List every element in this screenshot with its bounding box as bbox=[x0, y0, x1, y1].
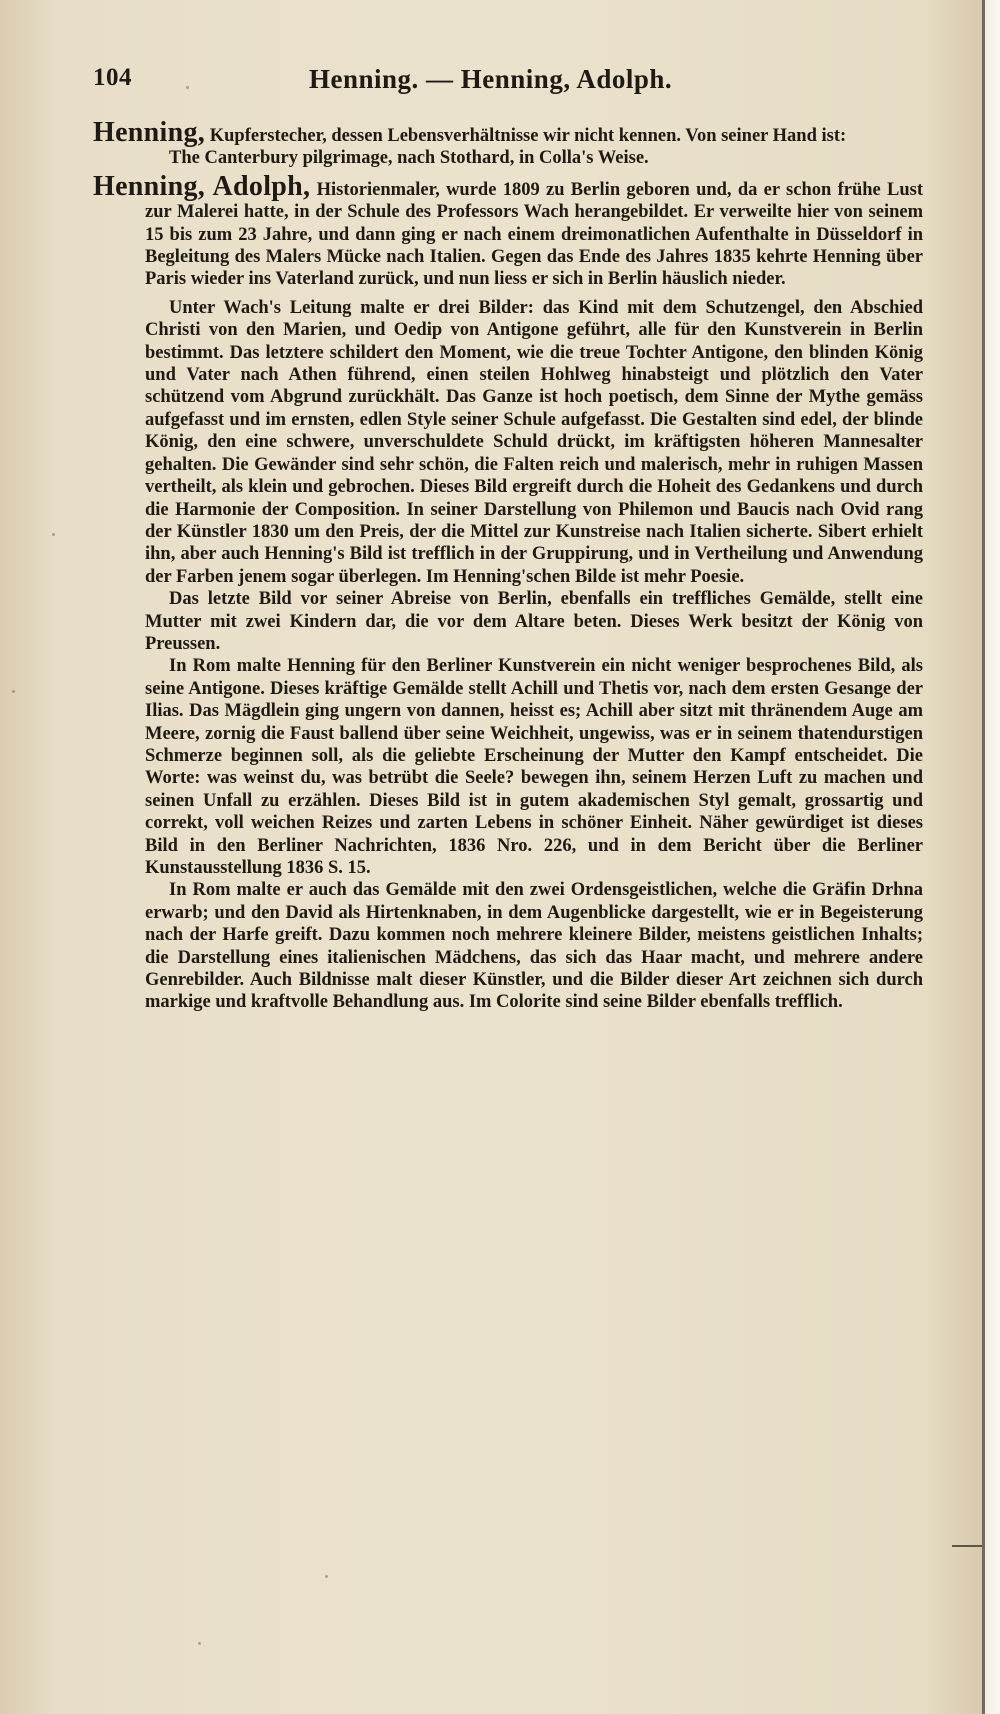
paper-speck bbox=[325, 1575, 328, 1578]
paragraph: Das letzte Bild vor seiner Abreise von Berlin, ebenfalls ein treffliches Gemälde, stellt eine Mutter mit zwei Kindern dar, die vor dem Altare beten. Dieses Werk besitzt der König von Preussen. bbox=[145, 589, 923, 654]
paper-speck bbox=[198, 1642, 201, 1645]
entry-henning-adolph bbox=[93, 170, 924, 291]
entry-henning bbox=[93, 117, 923, 170]
paragraph: In Rom malte er auch das Gemälde mit den zwei Ordensgeistlichen, welche die Gräfin Drhna erwarb; und den David als Hirtenknaben, in dem Augenblicke dargestellt, wie er in Begeisterung nach der Harfe greift. Dazu kommen noch mehrere kleinere Bilder, meistens geistlichen Inhalts; die Darstellung eines italienischen Mädchens, das sich das Haar macht, und mehrere andere Genrebilder. Auch Bildnisse malt dieser Künstler, und die Bilder dieser Art zeichnen sich durch markige und kraftvolle Behandlung aus. Im Colorite sind seine Bilder ebenfalls trefflich. bbox=[145, 880, 923, 1013]
page-edge bbox=[985, 0, 1000, 1714]
margin-mark bbox=[952, 1545, 982, 1547]
page-body bbox=[93, 117, 924, 1014]
paper-speck bbox=[12, 690, 15, 693]
header-title: Henning. — Henning, Adolph. bbox=[309, 64, 673, 94]
paper-speck bbox=[52, 533, 55, 536]
paragraph: Unter Wach's Leitung malte er drei Bilder: das Kind mit dem Schutzengel, den Abschied Christi von den Marien, und Oedip von Antigone geführt, alle für den Kunstverein in Berlin bestimmt. Das letztere schildert den Moment, wie die treue Tochter Antigone, den blinden König und Vater nach Athen führend, einen steilen Hohlweg hinabsteigt und plötzlich den Vater schützend vom Abgrund zurückhält. Das Ganze ist hoch poetisch, dem Sinne der Mythe gemäss aufgefasst und im ernsten, edlen Style seiner Schule aufgefasst. Die Gestalten sind edel, der blinde König, den eine schwere, unverschuldete Schuld drückt, im kräftigsten höheren Mannesalter gehalten. Die Gewänder sind sehr schön, die Falten reich und malerisch, mehr in ruhigen Massen vertheilt, als klein und gebrochen. Dieses Bild ergreift durch die Hoheit des Gedankens und durch die Harmonie der Composition. In seiner Darstellung von Philemon und Baucis nach Ovid rang der Künstler 1830 um den Preis, der die Mittel zur Kunstreise nach Italien sicherte. Sibert erhielt ihn, aber auch Henning's Bild ist trefflich in der Gruppirung, und in Vertheilung und Anwendung der Farben jenem sogar überlegen. Im Henning'schen Bilde ist mehr Poesie. bbox=[145, 297, 923, 587]
paper-speck bbox=[186, 86, 189, 89]
entry-text: Kupferstecher, dessen Lebensverhältnisse wir nicht kennen. Von seiner Hand ist: bbox=[209, 126, 847, 146]
work-title: The Canterbury pilgrimage, nach Stothard, in Colla's Weise. bbox=[169, 148, 649, 169]
entry-heading: Henning, bbox=[93, 117, 206, 148]
page-number: 104 bbox=[93, 64, 132, 91]
entry-heading: Henning, Adolph, bbox=[93, 170, 311, 202]
paragraph: In Rom malte Henning für den Berliner Kunstverein ein nicht weniger besprochenes Bild, als seine Antigone. Dieses kräftige Gemälde stellt Achill und Thetis vor, nach dem ersten Gesange der Ilias. Das Mägdlein ging ungern von dannen, heisst es; Achill aber sitzt mit thränendem Auge am Meere, zornig die Faust ballend über seine Weichheit, ungewiss, was er in seinem thatendurstigen Schmerze beginnen soll, als die geliebte Erscheinung der Mutter den Kampf entscheidet. Die Worte: was weinst du, was betrübt die Seele? bewegen ihn, seinem Herzen Luft zu machen und seinen Unfall zu erzählen. Dieses Bild ist in gutem akademischen Styl gemalt, grossartig und correkt, voll weichen Reizes und zarten Lebens in schöner Einheit. Näher gewürdiget ist dieses Bild in den Berliner Nachrichten, 1836 Nro. 226, und in dem Bericht über die Berliner Kunstausstellung 1836 S. 15. bbox=[145, 656, 923, 878]
running-header bbox=[93, 64, 933, 104]
entry-text: Historienmaler, wurde 1809 zu Berlin geboren und, da er schon frühe Lust zur Malerei hatte, in der Schule des Professors Wach herangebildet. Er verweilte hier von seinem 15 bis zum 23 Jahre, und dann ging er nach einem dreimonatlichen Aufenthalte in Düsseldorf in Begleitung des Malers Mücke nach Italien. Gegen das Ende des Jahres 1835 kehrte Henning über Paris wieder ins Vaterland zurück, und nun liess er sich in Berlin häuslich nieder. bbox=[145, 179, 924, 290]
